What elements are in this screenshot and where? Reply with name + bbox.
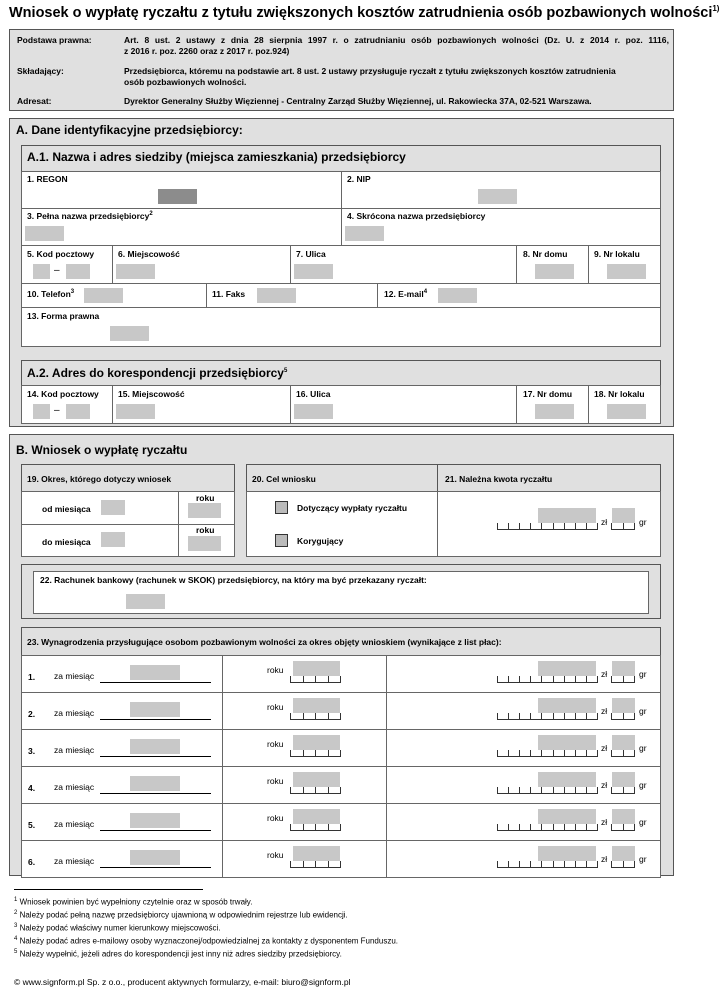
wage-row-gr-input[interactable] [612,846,635,861]
ruler-tick [508,750,509,756]
ruler-tick [530,713,531,719]
postal-code-input-2[interactable] [66,264,90,279]
purpose-correction-label: Korygujący [297,536,344,546]
nip-label: 2. NIP [347,174,371,184]
wage-row-year-label: roku [267,702,284,712]
wage-row-gr-ruler [611,786,635,794]
ruler-tick [290,824,291,830]
ruler-tick [530,676,531,682]
podstawa-line1: Art. 8 ust. 2 ustawy z dnia 28 sierpnia 1997 r. o zatrudnianiu osób pozbawionych wolności (Dz. U. z 2014 r. poz. 1116, [124,35,669,45]
ruler-tick [564,523,565,529]
ruler-tick [519,787,520,793]
amount-gr-label: gr [639,517,647,527]
wage-row-month-line [100,682,211,683]
ruler-tick [340,787,341,793]
ruler-tick [340,824,341,830]
ruler-tick [553,523,554,529]
ruler-tick [530,523,531,529]
ruler-tick [530,861,531,867]
ruler-tick [290,713,291,719]
ruler-tick [290,861,291,867]
adresat-label: Adresat: [17,96,52,106]
ruler-tick [553,824,554,830]
ruler-tick [303,787,304,793]
ruler-tick [519,824,520,830]
wage-row-month-line [100,756,211,757]
wage-row-number: 2. [28,709,36,719]
ruler-tick [586,523,587,529]
period-to-month-input[interactable] [101,532,125,547]
ruler-tick [541,713,542,719]
corr-flat-no-input[interactable] [607,404,646,419]
ruler-tick [623,713,624,719]
corr-street-input[interactable] [294,404,333,419]
ruler-tick [564,713,565,719]
wage-row-month-cell [21,729,223,767]
ruler-tick [611,861,612,867]
phone-label: 10. Telefon$^3$ [27,289,75,299]
wage-row-year-input[interactable] [293,772,340,787]
wage-row-zl-input[interactable] [538,735,596,750]
ruler-tick [597,787,598,793]
wage-row-zl-label: zł [601,817,608,827]
wage-row-zl-label: zł [601,854,608,864]
ruler-tick [303,750,304,756]
wage-row-number: 3. [28,746,36,756]
wage-row-zl-ruler [497,860,598,868]
wage-row-month-input[interactable] [130,850,180,865]
footnote: $^5$ Należy wypełnić, jeżeli adres do korespondencji jest inny niż adres siedziby przedsiębiorcy. [14,949,342,959]
a2-title: A.2. Adres do korespondencji przedsiębiorcy$^5$ [27,366,288,380]
wage-row-month-label: za miesiąc [54,856,95,866]
ruler-tick [303,713,304,719]
ruler-tick [519,713,520,719]
ruler-tick [328,676,329,682]
ruler-tick [611,750,612,756]
wage-row-zl-ruler [497,823,598,831]
street-input[interactable] [294,264,333,279]
ruler-tick [303,861,304,867]
wage-row-number: 6. [28,857,36,867]
ruler-tick [623,523,624,529]
period-from-month-input[interactable] [101,500,125,515]
corr-city-input[interactable] [116,404,155,419]
corr-house-no-label: 17. Nr domu [523,389,573,399]
ruler-tick [328,713,329,719]
ruler-tick [541,861,542,867]
flat-no-label: 9. Nr lokalu [594,249,640,259]
wage-row-gr-ruler [611,749,635,757]
purpose-correction-checkbox[interactable] [275,534,288,547]
ruler-tick [597,750,598,756]
legal-form-label: 13. Forma prawna [27,311,100,321]
ruler-tick [290,676,291,682]
regon-input[interactable] [158,189,197,204]
wage-row-zl-ruler [497,786,598,794]
ruler-tick [340,750,341,756]
adresat-value: Dyrektor Generalny Służby Więziennej - Centralny Zarząd Służby Więziennej, ul. Rakowiecka 37A, 02-521 Warszawa. [124,96,592,106]
wage-row-gr-input[interactable] [612,809,635,824]
short-name-input[interactable] [345,226,384,241]
phone-input[interactable] [84,288,123,303]
short-name-label: 4. Skrócona nazwa przedsiębiorcy [347,211,486,221]
postal-code-label: 5. Kod pocztowy [27,249,95,259]
ruler-tick [508,713,509,719]
ruler-tick [519,523,520,529]
ruler-tick [634,676,635,682]
amount-zl-label: zł [601,517,608,527]
period-from-label: od miesiąca [42,504,91,514]
ruler-tick [611,713,612,719]
flat-no-input[interactable] [607,264,646,279]
wage-row-gr-input[interactable] [612,772,635,787]
wage-row-gr-input[interactable] [612,661,635,676]
wage-row-month-label: za miesiąc [54,782,95,792]
wage-row-month-line [100,830,211,831]
ruler-tick [586,787,587,793]
ruler-tick [575,750,576,756]
ruler-tick [303,824,304,830]
street-label: 7. Ulica [296,249,326,259]
ruler-tick [508,861,509,867]
bank-title: 22. Rachunek bankowy (rachunek w SKOK) przedsiębiorcy, na który ma być przekazany ryczałt: [40,575,427,585]
wage-row-gr-label: gr [639,669,647,679]
nip-input[interactable] [478,189,517,204]
skladajacy-line2: osób pozbawionych wolności. [124,77,247,87]
ruler-tick [564,676,565,682]
amount-zl-ruler [497,522,598,530]
wage-row-zl-label: zł [601,780,608,790]
wage-row-year-label: roku [267,850,284,860]
ruler-tick [586,750,587,756]
podstawa-line2: z 2016 r. poz. 2260 oraz z 2017 r. poz.924) [124,46,290,56]
city-label: 6. Miejscowość [118,249,180,259]
wage-row-year-label: roku [267,739,284,749]
wage-row-year-label: roku [267,665,284,675]
ruler-tick [290,750,291,756]
wage-row-zl-input[interactable] [538,698,596,713]
corr-flat-no-label: 18. Nr lokalu [594,389,645,399]
ruler-tick [530,824,531,830]
wage-row-gr-ruler [611,860,635,868]
ruler-tick [586,824,587,830]
period-from-year-input[interactable] [188,503,221,518]
ruler-tick [564,824,565,830]
wage-row-zl-label: zł [601,743,608,753]
wage-row-year-ruler [290,786,341,794]
wage-row-gr-label: gr [639,743,647,753]
footnote-separator [14,889,203,890]
wage-row-month-cell [21,840,223,878]
ruler-tick [519,861,520,867]
ruler-tick [634,787,635,793]
section-a-title: A. Dane identyfikacyjne przedsiębiorcy: [16,123,243,137]
wage-row-gr-ruler [611,675,635,683]
wage-row-month-input[interactable] [130,702,180,717]
skladajacy-line1: Przedsiębiorca, któremu na podstawie art. 8 ust. 2 ustawy przysługuje ryczałt z tytułu zwiększonych kosztów zatrudnienia [124,66,616,76]
amount-zl-input[interactable] [538,508,596,523]
wage-row-gr-label: gr [639,854,647,864]
ruler-tick [575,861,576,867]
wage-row-month-label: za miesiąc [54,671,95,681]
ruler-tick [597,713,598,719]
wage-row-month-label: za miesiąc [54,819,95,829]
ruler-tick [519,676,520,682]
ruler-tick [497,713,498,719]
ruler-tick [497,750,498,756]
wage-row-month-line [100,867,211,868]
wage-row-zl-input[interactable] [538,772,596,787]
ruler-tick [541,787,542,793]
ruler-tick [303,676,304,682]
wage-row-month-input[interactable] [130,813,180,828]
wage-row-zl-ruler [497,675,598,683]
period-to-year-label: roku [196,525,215,535]
ruler-tick [315,713,316,719]
footnote: $^3$ Należy podać właściwy numer kierunkowy miejscowości. [14,923,221,933]
wage-row-year-input[interactable] [293,846,340,861]
full-name-label: 3. Pełna nazwa przedsiębiorcy$^2$ [27,211,153,221]
corr-postal-code-dash: – [54,405,60,416]
period-title: 19. Okres, którego dotyczy wniosek [27,474,172,484]
form-title: Wniosek o wypłatę ryczałtu z tytułu zwiększonych kosztów zatrudnienia osób pozbawionych wolności$^{1)}$ [9,4,719,21]
ruler-tick [340,713,341,719]
ruler-tick [541,523,542,529]
wage-row-month-label: za miesiąc [54,745,95,755]
wage-row-month-cell [21,766,223,804]
ruler-tick [328,824,329,830]
ruler-tick [597,824,598,830]
ruler-tick [634,750,635,756]
podstawa-label: Podstawa prawna: [17,35,92,45]
ruler-tick [530,750,531,756]
email-label: 12. E-mail$^4$ [384,289,428,299]
ruler-tick [508,787,509,793]
wage-row-gr-label: gr [639,706,647,716]
ruler-tick [553,750,554,756]
wage-row-zl-label: zł [601,669,608,679]
corr-house-no-input[interactable] [535,404,574,419]
ruler-tick [597,861,598,867]
ruler-tick [623,787,624,793]
ruler-tick [575,824,576,830]
ruler-tick [497,523,498,529]
ruler-tick [611,676,612,682]
bank-input[interactable] [126,594,165,609]
ruler-tick [530,787,531,793]
wage-row-month-input[interactable] [130,739,180,754]
ruler-tick [597,523,598,529]
ruler-tick [586,676,587,682]
wage-row-zl-input[interactable] [538,846,596,861]
ruler-tick [623,861,624,867]
ruler-tick [553,713,554,719]
ruler-tick [315,750,316,756]
wage-row-month-input[interactable] [130,776,180,791]
wage-row-month-cell [21,692,223,730]
ruler-tick [508,523,509,529]
wage-row-gr-label: gr [639,817,647,827]
wage-row-number: 5. [28,820,36,830]
ruler-tick [634,713,635,719]
wage-row-year-ruler [290,749,341,757]
ruler-tick [508,824,509,830]
wage-row-number: 1. [28,672,36,682]
house-no-input[interactable] [535,264,574,279]
section-b-title: B. Wniosek o wypłatę ryczałtu [16,443,188,457]
ruler-tick [497,676,498,682]
amount-gr-input[interactable] [612,508,635,523]
ruler-tick [623,750,624,756]
amount-gr-ruler [611,522,635,530]
wage-row-gr-input[interactable] [612,698,635,713]
ruler-tick [328,861,329,867]
ruler-tick [623,676,624,682]
ruler-tick [315,824,316,830]
ruler-tick [634,824,635,830]
ruler-tick [328,787,329,793]
ruler-tick [575,523,576,529]
ruler-tick [290,787,291,793]
a1-title: A.1. Nazwa i adres siedziby (miejsca zamieszkania) przedsiębiorcy [27,150,406,164]
wage-row-year-input[interactable] [293,661,340,676]
ruler-tick [315,861,316,867]
ruler-tick [497,861,498,867]
ruler-tick [634,861,635,867]
skladajacy-label: Składający: [17,66,64,76]
corr-postal-code-label: 14. Kod pocztowy [27,389,99,399]
full-name-input[interactable] [25,226,64,241]
purpose-payment-checkbox[interactable] [275,501,288,514]
period-from-year-label: roku [196,493,215,503]
footnote: $^1$ Wniosek powinien być wypełniony czytelnie oraz w sposób trwały. [14,897,253,907]
ruler-tick [541,676,542,682]
wage-row-year-label: roku [267,776,284,786]
email-input[interactable] [438,288,477,303]
wage-row-month-input[interactable] [130,665,180,680]
ruler-tick [564,787,565,793]
legal-form-input[interactable] [110,326,149,341]
wages-title: 23. Wynagrodzenia przysługujące osobom pozbawionym wolności za okres objęty wnioskiem (wynikające z list płac): [27,637,502,647]
wage-row-gr-input[interactable] [612,735,635,750]
ruler-tick [564,750,565,756]
ruler-tick [519,750,520,756]
wage-row-zl-label: zł [601,706,608,716]
purpose-payment-label: Dotyczący wypłaty ryczałtu [297,503,408,513]
wage-row-month-line [100,793,211,794]
city-input[interactable] [116,264,155,279]
ruler-tick [575,676,576,682]
wage-row-month-line [100,719,211,720]
fax-input[interactable] [257,288,296,303]
wage-row-gr-ruler [611,823,635,831]
ruler-tick [586,713,587,719]
house-no-label: 8. Nr domu [523,249,568,259]
wage-row-year-input[interactable] [293,698,340,713]
ruler-tick [575,787,576,793]
wage-row-zl-ruler [497,749,598,757]
copyright: © www.signform.pl Sp. z o.o., producent aktywnych formularzy, e-mail: biuro@signform.pl [14,977,351,987]
ruler-tick [553,676,554,682]
ruler-tick [508,676,509,682]
period-to-label: do miesiąca [42,537,91,547]
footnote: $^2$ Należy podać pełną nazwę przedsiębiorcy ujawnioną w odpowiednim rejestrze lub ewidencji. [14,910,348,920]
ruler-tick [611,787,612,793]
wage-row-zl-input[interactable] [538,661,596,676]
fax-label: 11. Faks [212,289,246,299]
wage-row-number: 4. [28,783,36,793]
footnote: $^4$ Należy podać adres e-mailowy osoby wyznaczonej/odpowiedzialnej za kontakty z dysponentem Funduszu. [14,936,399,946]
wage-row-year-ruler [290,675,341,683]
ruler-tick [623,824,624,830]
ruler-tick [497,824,498,830]
wage-row-year-ruler [290,823,341,831]
wage-row-zl-input[interactable] [538,809,596,824]
ruler-tick [328,750,329,756]
ruler-tick [315,787,316,793]
ruler-tick [611,523,612,529]
corr-city-label: 15. Miejscowość [118,389,185,399]
wage-row-gr-ruler [611,712,635,720]
wage-row-year-ruler [290,712,341,720]
corr-street-label: 16. Ulica [296,389,331,399]
wage-row-month-label: za miesiąc [54,708,95,718]
postal-code-input-1[interactable] [33,264,50,279]
ruler-tick [541,824,542,830]
wage-row-zl-ruler [497,712,598,720]
ruler-tick [340,676,341,682]
ruler-tick [597,676,598,682]
ruler-tick [634,523,635,529]
ruler-tick [497,787,498,793]
postal-code-dash: – [54,265,60,276]
ruler-tick [315,676,316,682]
ruler-tick [553,861,554,867]
ruler-tick [541,750,542,756]
ruler-tick [340,861,341,867]
purpose-title: 20. Cel wniosku [252,474,316,484]
wage-row-month-cell [21,655,223,693]
corr-postal-code-input-2[interactable] [66,404,90,419]
wage-row-month-cell [21,803,223,841]
corr-postal-code-input-1[interactable] [33,404,50,419]
wage-row-year-ruler [290,860,341,868]
wage-row-gr-label: gr [639,780,647,790]
ruler-tick [553,787,554,793]
period-to-year-input[interactable] [188,536,221,551]
wage-row-year-input[interactable] [293,735,340,750]
amount-title: 21. Należna kwota ryczałtu [445,474,553,484]
regon-label: 1. REGON [27,174,68,184]
wage-row-year-input[interactable] [293,809,340,824]
ruler-tick [586,861,587,867]
ruler-tick [611,824,612,830]
ruler-tick [575,713,576,719]
wage-row-year-label: roku [267,813,284,823]
ruler-tick [564,861,565,867]
